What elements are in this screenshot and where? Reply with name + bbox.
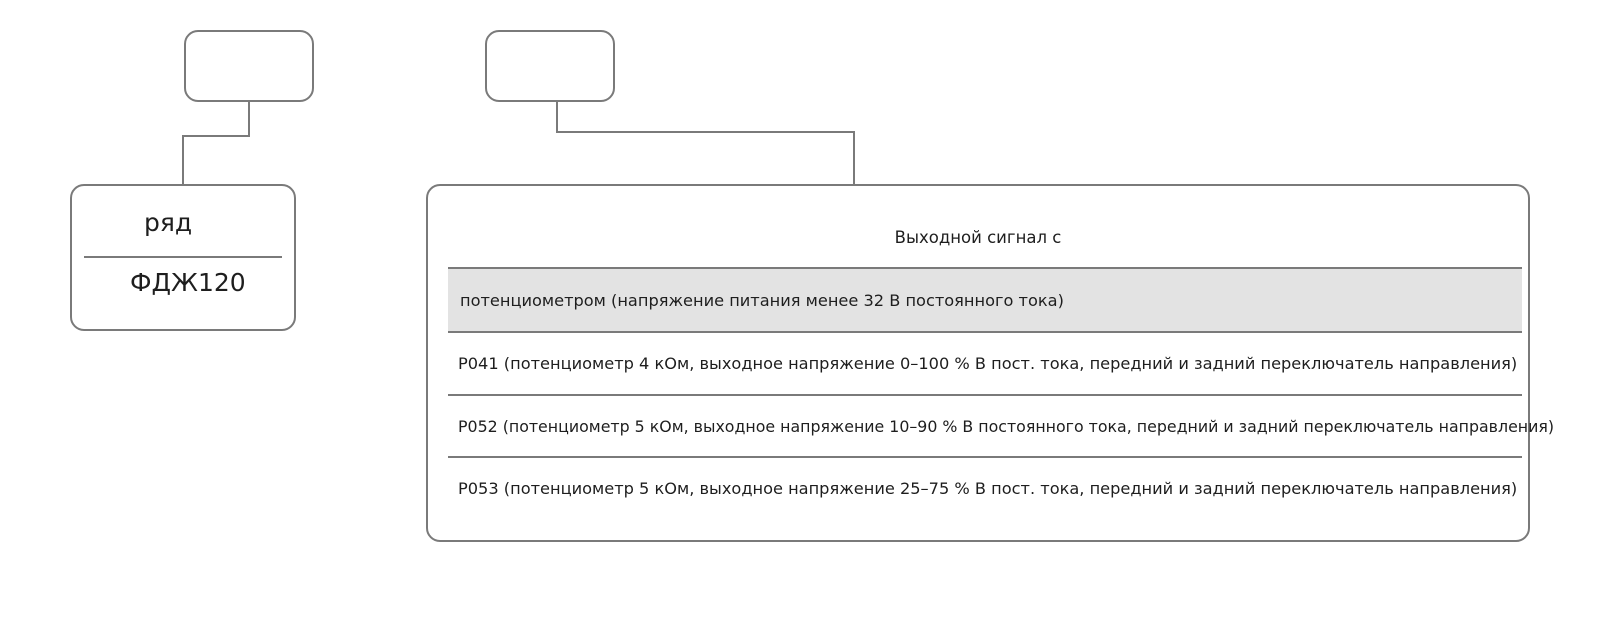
signal-row-0-text: потенциометром (напряжение питания менее 32 В постоянного тока) — [460, 290, 1064, 310]
signal-row-3 — [448, 458, 1522, 518]
signal-code-box — [485, 30, 615, 102]
signal-row-2-text: P052 (потенциометр 5 кОм, выходное напряжение 10–90 % В постоянного тока, передний и задний переключатель направления) — [458, 416, 1555, 436]
signal-table-box — [426, 184, 1555, 542]
signal-connector-line — [557, 100, 854, 185]
series-box — [70, 184, 296, 331]
signal-row-2 — [448, 396, 1555, 456]
signal-row-0 — [448, 269, 1522, 331]
signal-table-header: Выходной сигнал с — [894, 228, 1062, 247]
series-label: ряд — [144, 208, 193, 237]
signal-row-3-text: P053 (потенциометр 5 кОм, выходное напряжение 25–75 % В пост. тока, передний и задний переключатель направления) — [458, 478, 1518, 498]
signal-row-1 — [448, 333, 1522, 394]
series-model: ФДЖ120 — [130, 268, 246, 297]
series-code-box — [184, 30, 314, 102]
series-connector-line — [183, 100, 249, 185]
series-divider — [84, 256, 282, 258]
signal-row-1-text: P041 (потенциометр 4 кОм, выходное напряжение 0–100 % В пост. тока, передний и задний переключатель направления) — [458, 354, 1518, 373]
